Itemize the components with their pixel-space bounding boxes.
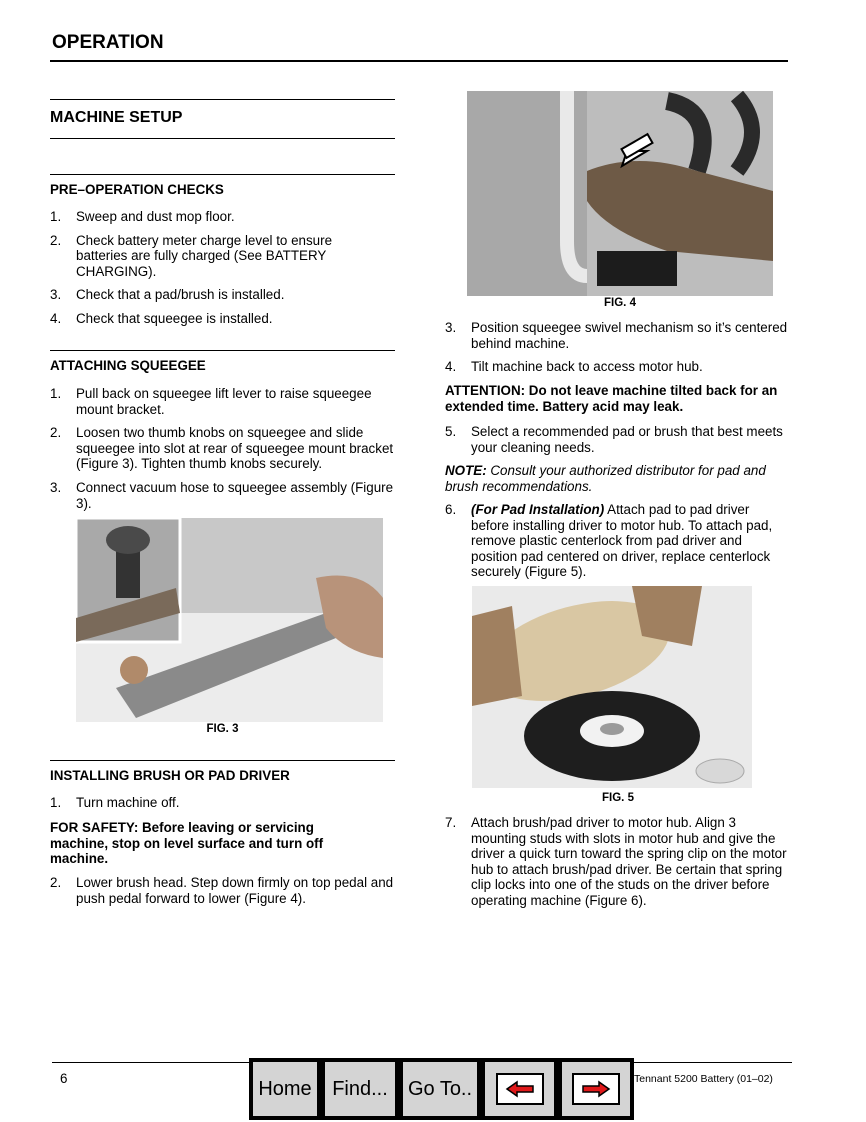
pre-op-heading: PRE–OPERATION CHECKS: [50, 182, 224, 197]
driver-list-2: [50, 875, 395, 906]
list-item: 1. Pull back on squeegee lift lever to raise squeegee mount bracket.: [50, 386, 372, 417]
list-item: 1. Sweep and dust mop floor.: [50, 209, 235, 224]
pad-illustration: [472, 586, 752, 788]
pad-list-7: [445, 815, 793, 909]
list-item: 1. Turn machine off.: [50, 795, 180, 810]
note-label: NOTE:: [445, 463, 487, 478]
motor-list: [445, 320, 790, 375]
list-item: 2. Check battery meter charge level to ensure batteries are fully charged (See BATTERY CHARGING).: [50, 232, 333, 279]
squeegee-heading: ATTACHING SQUEEGEE: [50, 358, 206, 373]
figure-3-caption: FIG. 3: [206, 723, 239, 735]
find-button[interactable]: Find...: [321, 1058, 399, 1120]
pad-list-5: [445, 424, 790, 455]
figure-4-photo: [467, 91, 773, 296]
figure-5-caption: FIG. 5: [602, 792, 634, 804]
goto-button[interactable]: Go To..: [399, 1058, 481, 1120]
right-arrow-icon: [572, 1073, 620, 1105]
driver-heading: INSTALLING BRUSH OR PAD DRIVER: [50, 768, 290, 783]
list-item: 3. Check that a pad/brush is installed.: [50, 287, 285, 303]
section-header: OPERATION: [52, 32, 164, 53]
divider: [50, 350, 395, 351]
attention-warning: ATTENTION: Do not leave machine tilted back for an extended time. Battery acid may leak.: [445, 383, 778, 414]
divider: [50, 138, 395, 139]
list-item: 3. Connect vacuum hose to squeegee assembly (Figure 3).: [50, 479, 394, 511]
left-arrow-icon: [496, 1073, 544, 1105]
home-button[interactable]: Home: [249, 1058, 321, 1120]
safety-warning: FOR SAFETY: Before leaving or servicing machine, stop on level surface and turn off machine.: [50, 820, 324, 867]
list-item: 2. Lower brush head. Step down firmly on top pedal and push pedal forward to lower (Figure 4).: [50, 875, 394, 906]
divider: [50, 760, 395, 761]
header-rule: [50, 60, 788, 62]
list-item: 4. Check that squeegee is installed.: [50, 310, 273, 326]
list-item: 2. Loosen two thumb knobs on squeegee and slide squeegee into slot at rear of squeegee mount bracket (Figure 3). Tighten thumb knobs securely.: [50, 425, 394, 472]
list-item: 7. Attach brush/pad driver to motor hub. Align 3 mounting studs with slots in motor hub and give the driver a quick turn toward the spring clip on the motor hub to attach brush/pad driver. Be certain that spring clip locks into one of the studs on the driver before operating machine (Figure 6).: [445, 815, 787, 908]
note: NOTE: Consult your authorized distributor for pad and brush recommendations.: [445, 463, 766, 494]
figure-4-caption: FIG. 4: [604, 297, 636, 309]
divider: [50, 174, 395, 175]
figure-5-photo: [472, 586, 752, 788]
list-item: 3. Position squeegee swivel mechanism so it’s centered behind machine.: [445, 320, 788, 351]
list-item: 4. Tilt machine back to access motor hub.: [445, 359, 703, 375]
pad-list-6: [445, 502, 790, 580]
pre-op-list: [50, 209, 395, 327]
page-number: 6: [60, 1071, 68, 1086]
list-item: 5. Select a recommended pad or brush that best meets your cleaning needs.: [445, 424, 783, 455]
next-page-button[interactable]: [558, 1058, 634, 1120]
figure-3-photo: [76, 518, 383, 722]
list-item: 6. (For Pad Installation) Attach pad to pad driver before installing driver to motor hub. To attach pad, remove plastic centerlock from pad driver and position pad centered on driver, replace centerlock securely (Figure 5).: [445, 502, 773, 580]
document-title: Tennant 5200 Battery (01–02): [634, 1073, 773, 1085]
driver-list-1: [50, 795, 395, 811]
divider: [50, 99, 395, 100]
squeegee-list: [50, 386, 395, 511]
previous-page-button[interactable]: [481, 1058, 558, 1120]
squeegee-illustration: [76, 518, 383, 722]
section-title: MACHINE SETUP: [50, 109, 183, 126]
pedal-illustration: [467, 91, 773, 296]
